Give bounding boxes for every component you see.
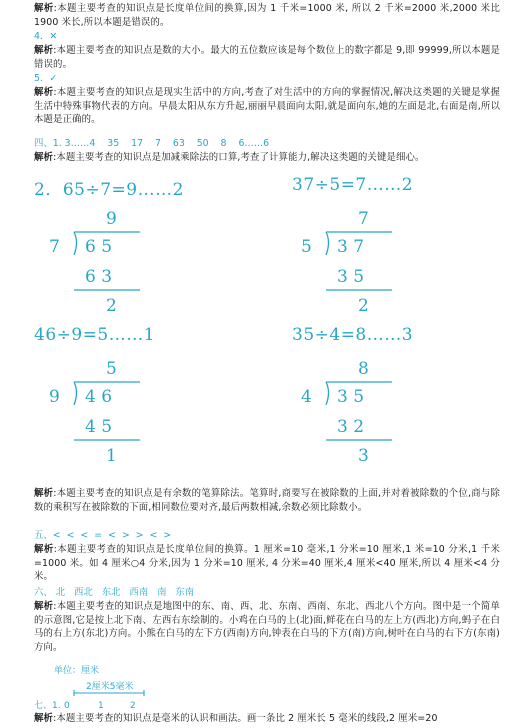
section-6-answers: 六、 北 西北 东北 西南 南 东南 (34, 587, 195, 598)
product: 3 5 (337, 267, 365, 287)
explanation-3 (34, 86, 500, 127)
explanation-text: :本题主要考查的知识点是长度单位间的换算。1 厘米=10 毫米,1 分米=10 厘米,1 米=10 分米,1 千米=1000 米。如 4 厘米○4 分米,因为 1 分米=10 厘米, 4 分米=40 厘米,4 厘米<40 厘米,所以 4 厘米<4 分米。 (34, 544, 500, 583)
divisor: 5 (301, 237, 312, 257)
explanation-label: 解析 (34, 3, 54, 14)
ruler-tick-1: 1 (98, 701, 104, 710)
segment-drawing (34, 664, 234, 710)
quotient: 5 (106, 359, 117, 379)
explanation-text: :本题主要考查的知识点是地图中的东、南、西、北、东南、西南、东北、西北八个方向。图中是一个简单的示意图,它是按上北下南、左西右东绘制的。小鸡在白马的上(北)面,鲜花在白马的左上方(西北)方向,蚂子在白马的右上方(东北)方向。小熊在白马的左下方(西南)方向,钟表在白马的下方(南)方向,树叶在白马的右下方(东南)方向。 (34, 601, 500, 653)
segment-length-label: 2厘米5毫米 (86, 682, 134, 692)
explanation-8 (34, 712, 500, 726)
answer-4: 4．✕ (34, 31, 58, 42)
explanation-label: 解析 (34, 45, 54, 56)
explanation-text: :本题主要考查的知识点是有余数的笔算除法。笔算时,商要写在被除数的上面,并对着被除数的个位,商与除数的乘积写在被除数的下面,相同数位要对齐,最后两数相减,余数必须比除数小。 (34, 488, 500, 513)
unit-label: 单位：厘米 (54, 666, 100, 676)
long-division-2 (300, 205, 400, 320)
dividend: 6 5 (85, 237, 113, 257)
remainder: 2 (106, 296, 117, 316)
explanation-6 (34, 543, 500, 584)
quotient: 7 (358, 209, 369, 229)
divisor: 9 (49, 387, 60, 407)
dividend: 3 5 (337, 387, 365, 407)
quotient: 9 (106, 209, 117, 229)
ruler-tick-0: 0 (64, 701, 70, 710)
explanation-text: :本题主要考查的知识点是数的大小。最大的五位数应该是每个数位上的数字都是 9,即 99999,所以本题是错误的。 (34, 45, 500, 70)
explanation-text: :本题主要考查的知识点是现实生活中的方向,考查了对生活中的方向的掌握情况,解决这类题的关键是掌握生活中特殊事物代表的方向。早晨太阳从东方升起,丽丽早晨面向太阳,就是面向东,她的左面是北,右面是南,所以本题是正确的。 (34, 87, 500, 126)
explanation-4 (34, 151, 500, 165)
answer-5: 5．✓ (34, 73, 58, 84)
remainder: 2 (358, 296, 369, 316)
explanation-1 (34, 2, 500, 29)
quotient: 8 (358, 359, 369, 379)
division-bracket (74, 382, 77, 405)
section-5-answers: 五、< < < = < > > < > (34, 530, 172, 541)
remainder: 3 (358, 446, 369, 466)
explanation-2 (34, 44, 500, 71)
explanation-label: 解析 (34, 488, 54, 499)
explanation-7 (34, 600, 500, 654)
long-division-4 (300, 355, 400, 470)
dividend: 3 7 (337, 237, 365, 257)
ruler-tick-2: 2 (130, 701, 136, 710)
question-7-prefix: 七、1. (34, 701, 61, 710)
long-division-3 (48, 355, 148, 470)
division-bracket (74, 232, 77, 255)
section-4-answers: 四、1. 3……4 35 17 7 63 50 8 6……6 (34, 138, 270, 149)
explanation-text: :本题主要考查的知识点是加减乘除法的口算,考查了计算能力,解决这类题的关键是细心。 (53, 152, 425, 163)
explanation-text: :本题主要考查的知识点是长度单位间的换算,因为 1 千米=1000 米, 所以 2 千米=2000 米,2000 米比 1900 米长,所以本题是错误的。 (34, 3, 500, 28)
explanation-label: 解析 (34, 87, 54, 98)
explanation-label: 解析 (34, 713, 54, 724)
explanation-label: 解析 (34, 601, 54, 612)
equation-3: 46÷9=5……1 (34, 325, 156, 345)
division-bracket (326, 232, 329, 255)
explanation-text: :本题主要考查的知识点是毫米的认识和画法。画一条比 2 厘米长 5 毫米的线段,2 厘米=20 (53, 713, 438, 724)
divisor: 7 (49, 237, 60, 257)
equation-4: 35÷4=8……3 (292, 325, 414, 345)
product: 3 2 (337, 417, 365, 437)
division-bracket (326, 382, 329, 405)
equation-1: 2．65÷7=9……2 (34, 180, 184, 200)
product: 4 5 (85, 417, 113, 437)
remainder: 1 (106, 446, 117, 466)
long-division-1 (48, 205, 148, 320)
equation-2: 37÷5=7……2 (292, 175, 414, 195)
explanation-label: 解析 (34, 152, 54, 163)
explanation-5 (34, 487, 500, 514)
explanation-label: 解析 (34, 544, 54, 555)
product: 6 3 (85, 267, 113, 287)
dividend: 4 6 (85, 387, 113, 407)
divisor: 4 (301, 387, 312, 407)
